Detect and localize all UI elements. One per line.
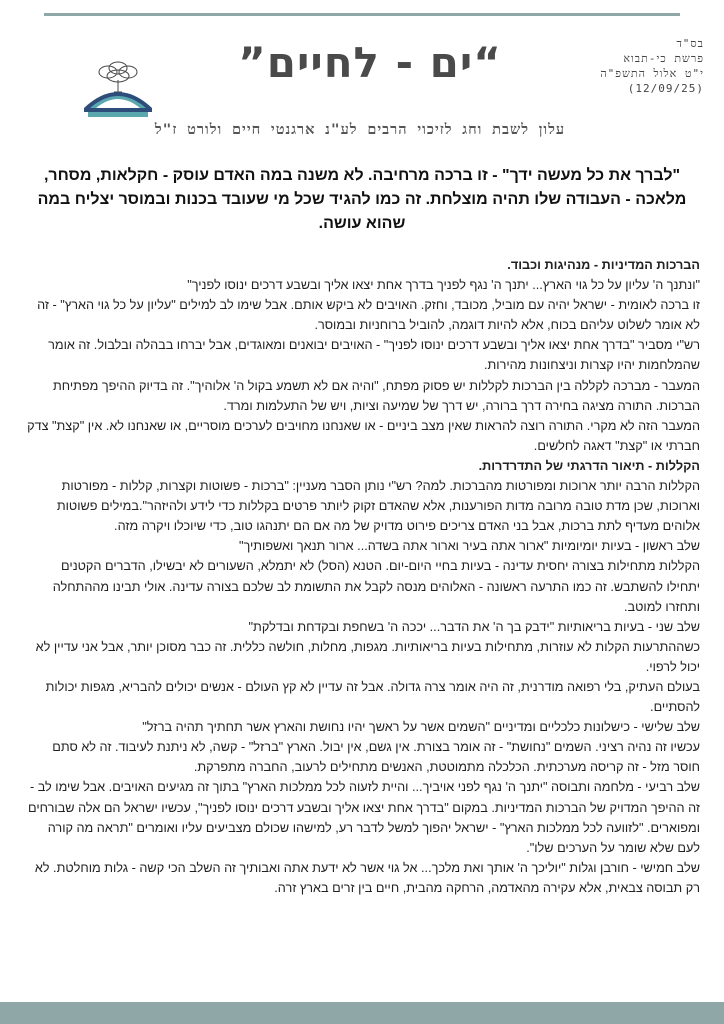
article-body [26,255,700,898]
meta-line: (12/09/25) [627,82,704,95]
section-heading: הברכות המדיניות - מנהיגות וכבוד. [507,258,700,272]
dedication-subtitle: עלון לשבת וחג לזיכוי הרבים לע"נ ארגנטי חיים ולורט ז"ל [154,122,566,138]
bottom-bar [0,1002,724,1024]
body-paragraph: בעולם העתיק, בלי רפואה מודרנית, זה היה אומר צרה גדולה. אבל זה עדיין לא קץ העולם - אנשים יכולים להבריא, מגפות יכולות להסתיים. [45,679,700,715]
meta-line: י"ט אלול התשפ"ה [600,67,704,80]
body-paragraph: עכשיו זה נהיה רציני. השמים "נחושת" - זה אומר בצורת. אין גשם, אין יבול. הארץ "ברזל" - קשה, לא ניתנת לעיבוד. זה לא סתם חוסר מזל - זה קריסה מערכתית. הכלכלה מתמוטטת, האנשים מתחילים לרעוב, החברה מתפרקת. [52,740,700,775]
newsletter-title: “ים - לחיים” [238,38,502,87]
body-paragraph: שלב ראשון - בעיות יומיומיות "ארור אתה בעיר וארור אתה בשדה... ארור תנאך ואשפותיך" [238,539,700,554]
top-rule [44,13,680,16]
body-paragraph: שלב שלישי - כישלונות כלכליים ומדיניים "השמים אשר על ראשך יהיו נחושת והארץ אשר תחתיך תהיה ברזל" [142,720,700,735]
body-paragraph: הקללות מתחילות בצורה יחסית עדינה - בעיות בחיי היום-יום. הטנא (הסל) לא יתמלא, השעורים לא יבשילו, הדברים הקטנים יתחילו להשתבש. זה כמו התרעה ראשונה - האלוהים מנסה לקבל את התשומת לב שלכם בצורה עדינה. אולי תבינו מההתחלה ותחזרו למוטב. [52,559,700,614]
meta-line: פרשת כי-תבוא [623,52,704,65]
section-heading: הקללות - תיאור הדרגתי של התדרדרות. [478,458,700,473]
body-paragraph: רש"י מסביר "בדרך אחת יצאו אליך ובשבע דרכים ינוסו לפניך" - האויבים יבואנים ומאוגדים, אבל יברחו בבהלה ובלבול. זה אומר שהמלחמות יהיו קצרות וניצחונות מהירות. [48,338,700,373]
intro-paragraph: "לברך את כל מעשה ידך" - זו ברכה מרחיבה. לא משנה במה האדם עוסק - חקלאות, מסחר, מלאכה - העבודה שלו תהיה מוצלחת. זה כמו להגיד שכל מי שעובד בכנות ובמוסר יצליח במה שהוא עושה. [37,167,687,232]
body-paragraph: המעבר הזה לא מקרי. התורה רוצה להראות שאין מצב ביניים - או שאנחנו מחויבים לערכים מוסריים, או שאנחנו לא. אין "קצת" צדק חברתי או "קצת" דאגה לחלשים. [27,418,700,453]
body-paragraph: המעבר - מברכה לקללה בין הברכות לקללות יש פסוק מפתח, "והיה אם לא תשמע בקול ה' אלוהיך". זה בדיוק ההיפך מפתיחת הברכות. התורה מציגה בחירה דרך ברורה, יש דרך של שמיעה וציות, ויש של התעלמות ומרד. [52,378,700,413]
body-paragraph: הקללות הרבה יותר ארוכות ומפורטות מהברכות. למה? רש"י נותן הסבר מעניין: "ברכות - פשוטות וקצרות, קללות - מפורטות וארוכות, שכן מדת טובה מרובה מדות הפורענות, אלא שהאדם זקוק ליותר פרטים בקללות כדי לידע ולהיזהר".במילים פשוטות אלוהים מעדיף לתת ברכות, אבל בני האדם צריכים פירוט מדויק של מה אם הם יתנהגו טוב, כדי שיוכלו ויקרה מזה. [56,479,700,534]
body-paragraph: שלב חמישי - חורבן וגלות "יוליכך ה' אותך ואת מלכך... אל גוי אשר לא ידעת אתה ואבותיך זה השלב הכי קשה - גלות מוחלטת. לא רק תבוסה צבאית, אלא עקירה מהאדמה, הרחקה מהבית, חיים בין זרים בארץ זרה. [34,860,700,895]
issue-meta [584,36,704,96]
body-paragraph: שלב שני - בעיות בריאותיות "ידבק בך ה' את הדבר... יככה ה' בשחפת ובקדחת ובדלקת" [248,619,700,634]
body-paragraph: שלב רביעי - מלחמה ותבוסה "יתנך ה' נגף לפני אויביך... והיית לזעוה לכל ממלכות הארץ" בתוך זה מגיעים האויבים. אבל שימו לב - זה ההיפך המדויק של הברכות המדיניות. במקום "בדרך אחת יצאו אליך ובשבע דרכים ינוסו לפניך", עכשיו ישראל הם אלה שבורחים ומפוארים. "לזוועה לכל ממלכות הארץ" - ישראל יהפוך למשל לדבר רע, למישהו שכולם מצביעים עליו ואומרים "תראה מה קורה לעם שלא שומר על הערכים שלו". [28,780,700,855]
body-paragraph: כשההתרעות הקלות לא עוזרות, מתחילות בעיות בריאותיות. מגפות, מחלות, חולשה כללית. זה כבר מסוכן יותר, אבל אני עדיין לא יכול לרפוי. [35,639,700,674]
meta-line: בס"ד [676,37,704,50]
body-paragraph: זו ברכה לאומית - ישראל יהיה עם מוביל, מכובד, וחזק. האויבים לא ביקש אותם. אבל שימו לב למילים "עליון על כל גוי הארץ" - זה לא אומר לשלוט עליהם בכוח, אלא להיות דוגמה, להוביל ברוחניות ובמוסר. [37,298,700,333]
logo-icon [78,58,158,120]
body-paragraph: "ונתנך ה' עליון על כל גוי הארץ... יתנך ה' נגף לפניך בדרך אחת יצאו אליך ובשבע דרכים ינוסו לפניך" [187,278,700,293]
